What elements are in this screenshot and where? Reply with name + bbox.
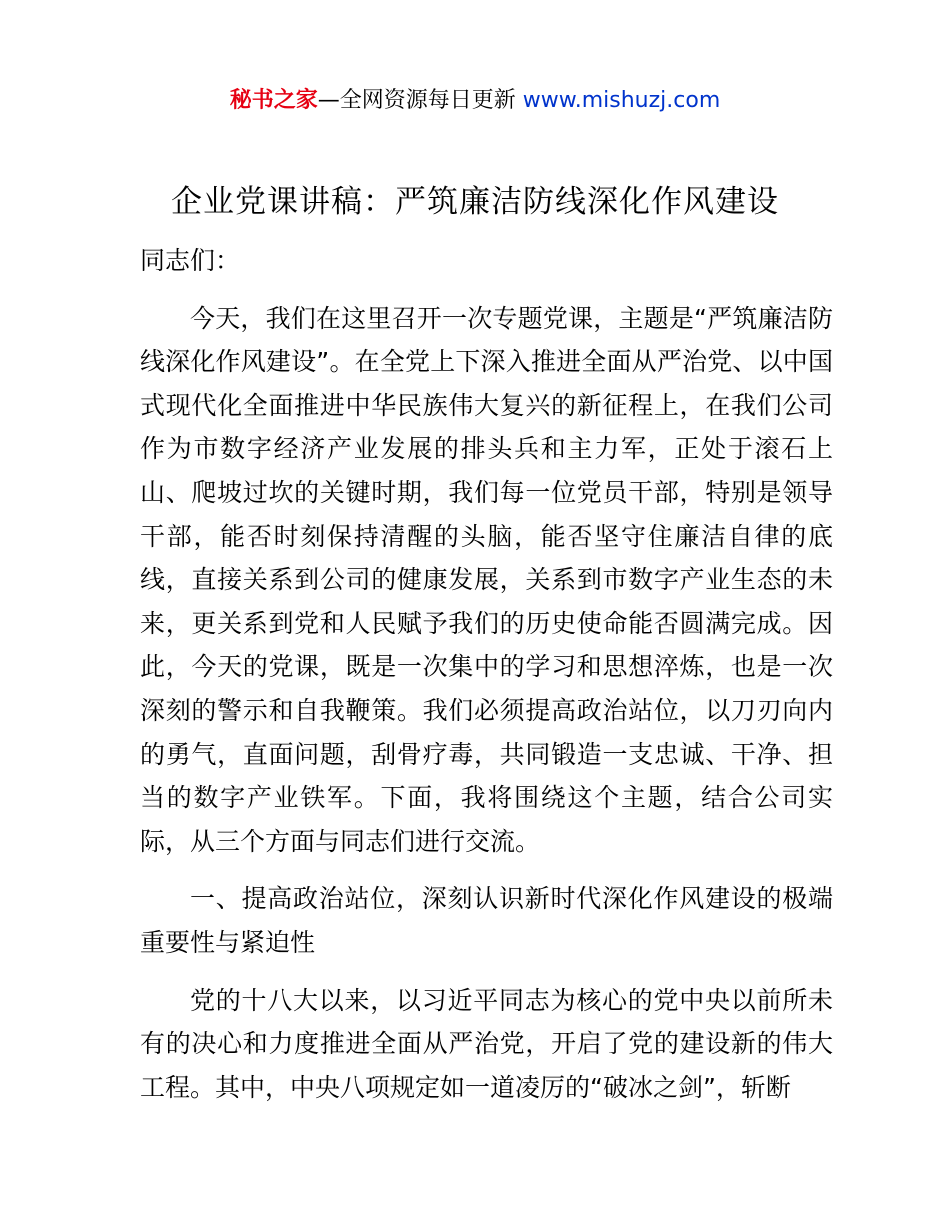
site-header xyxy=(0,86,950,116)
paragraph-section-1: 党的十八大以来，以习近平同志为核心的党中央以前所未有的决心和力度推进全面从严治党，开启了党的建设新的伟大工程。其中，中央八项规定如一道凌厉的“破冰之剑”，斩断 xyxy=(140,985,833,1102)
document-title: 企业党课讲稿：严筑廉洁防线深化作风建设 xyxy=(171,184,779,220)
salutation: 同志们： xyxy=(140,246,241,275)
document-body xyxy=(140,239,833,1109)
site-url-link[interactable]: www.mishuzj.com xyxy=(522,88,721,113)
site-tagline: —全网资源每日更新 xyxy=(317,88,523,113)
paragraph-intro: 今天，我们在这里召开一次专题党课，主题是“严筑廉洁防线深化作风建设”。在全党上下深入推进全面从严治党、以中国式现代化全面推进中华民族伟大复兴的新征程上，在我们公司作为市数字经济产业发展的排头兵和主力军，正处于滚石上山、爬坡过坎的关键时期，我们每一位党员干部，特别是领导干部，能否时刻保持清醒的头脑，能否坚守住廉洁自律的底线，直接关系到公司的健康发展，关系到市数字产业生态的未来，更关系到党和人民赋予我们的历史使命能否圆满完成。因此，今天的党课，既是一次集中的学习和思想淬炼，也是一次深刻的警示和自我鞭策。我们必须提高政治站位，以刀刃向内的勇气，直面问题，刮骨疗毒，共同锻造一支忠诚、干净、担当的数字产业铁军。下面，我将围绕这个主题，结合公司实际，从三个方面与同志们进行交流。 xyxy=(140,303,833,856)
section-heading-1: 一、提高政治站位，深刻认识新时代深化作风建设的极端重要性与紧迫性 xyxy=(140,884,833,957)
site-brand: 秘书之家 xyxy=(229,88,318,113)
